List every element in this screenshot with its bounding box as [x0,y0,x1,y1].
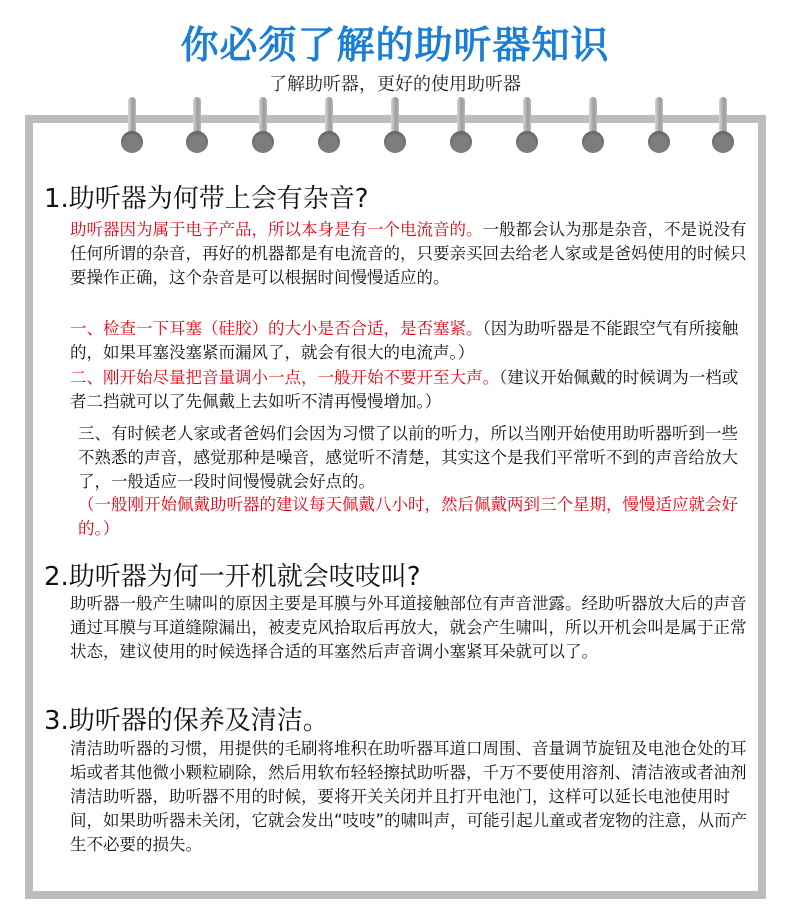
spiral-ring-icon [121,97,143,157]
body-text: （建议开始佩戴的时候调为一档或者二挡就可以了先佩戴上去如听不清再慢慢增加。） [70,368,739,411]
section-2-paragraph-1: 助听器一般产生啸叫的原因主要是耳膜与外耳道接触部位有声音泄露。经助听器放大后的声音通过耳膜与耳道缝隙漏出，被麦克风拾取后再放大，就会产生啸叫，所以开机会叫是属于正常状态，建议使用的时候选择合适的耳塞然后声音调小塞紧耳朵就可以了。 [70,594,747,661]
page-title: 你必须了解的助听器知识 [180,23,610,67]
section-1-heading: 1.助听器为何带上会有杂音? [44,184,369,214]
section-3-paragraph-1: 清洁助听器的习惯，用提供的毛刷将堆积在助听器耳道口周围、音量调节旋钮及电池仓处的耳垢或者其他微小颗粒刷除，然后用软布轻轻擦拭助听器，千万不要使用溶剂、清洁液或者油剂清洁助听器，助听器不用的时候，要将开关关闭并且打开电池门，这样可以延长电池使用时间，如果助听器未关闭，它就会发出“吱吱”的啸叫声，可能引起儿童或者宠物的注意，从而产生不必要的损失。 [70,739,748,854]
highlight-text: 二、刚开始尽量把音量调小一点，一般开始不要开至大声。 [70,368,499,387]
section-1-paragraph-3 [70,366,750,414]
highlight-text: 助听器因为属于电子产品，所以本身是有一个电流音的。 [70,220,483,239]
body-text: 一般都会认为那是杂音，不是说没有任何所谓的杂音，再好的机器都是有电流音的，只要亲买回去给老人家或是爸妈使用的时候只要操作正确，这个杂音是可以根据时间慢慢适应的。 [70,220,747,287]
section-1-paragraph-1 [70,218,750,290]
spiral-ring-icon [252,97,274,157]
spiral-ring-icon [712,97,734,157]
section-1-paragraph-4: 三、有时候老人家或者爸妈们会因为习惯了以前的听力，所以当刚开始使用助听器听到一些不熟悉的声音，感觉那种是噪音，感觉听不清楚，其实这个是我们平常听不到的声音给放大了，一般适应一段时间慢慢就会好点的。 [78,424,738,491]
spiral-ring-icon [516,97,538,157]
spiral-ring-icon [582,97,604,157]
spiral-ring-icon [384,97,406,157]
body-text: （因为助听器是不能跟空气有所接触的，如果耳塞没塞紧而漏风了，就会有很大的电流声。） [70,319,739,362]
section-1-paragraph-5: （一般刚开始佩戴助听器的建议每天佩戴八小时，然后佩戴两到三个星期，慢慢适应就会好的。） [78,495,738,538]
spiral-ring-icon [186,97,208,157]
highlight-text: 一、检查一下耳塞（硅胶）的大小是否合适，是否塞紧。 [70,319,483,338]
section-3-heading: 3.助听器的保养及清洁。 [44,706,329,736]
spiral-ring-icon [450,97,472,157]
spiral-ring-icon [648,97,670,157]
section-2-heading: 2.助听器为何一开机就会吱吱叫? [44,562,421,592]
spiral-ring-icon [318,97,340,157]
section-1-paragraph-2 [70,317,750,365]
page-subtitle: 了解助听器，更好的使用助听器 [269,74,521,95]
